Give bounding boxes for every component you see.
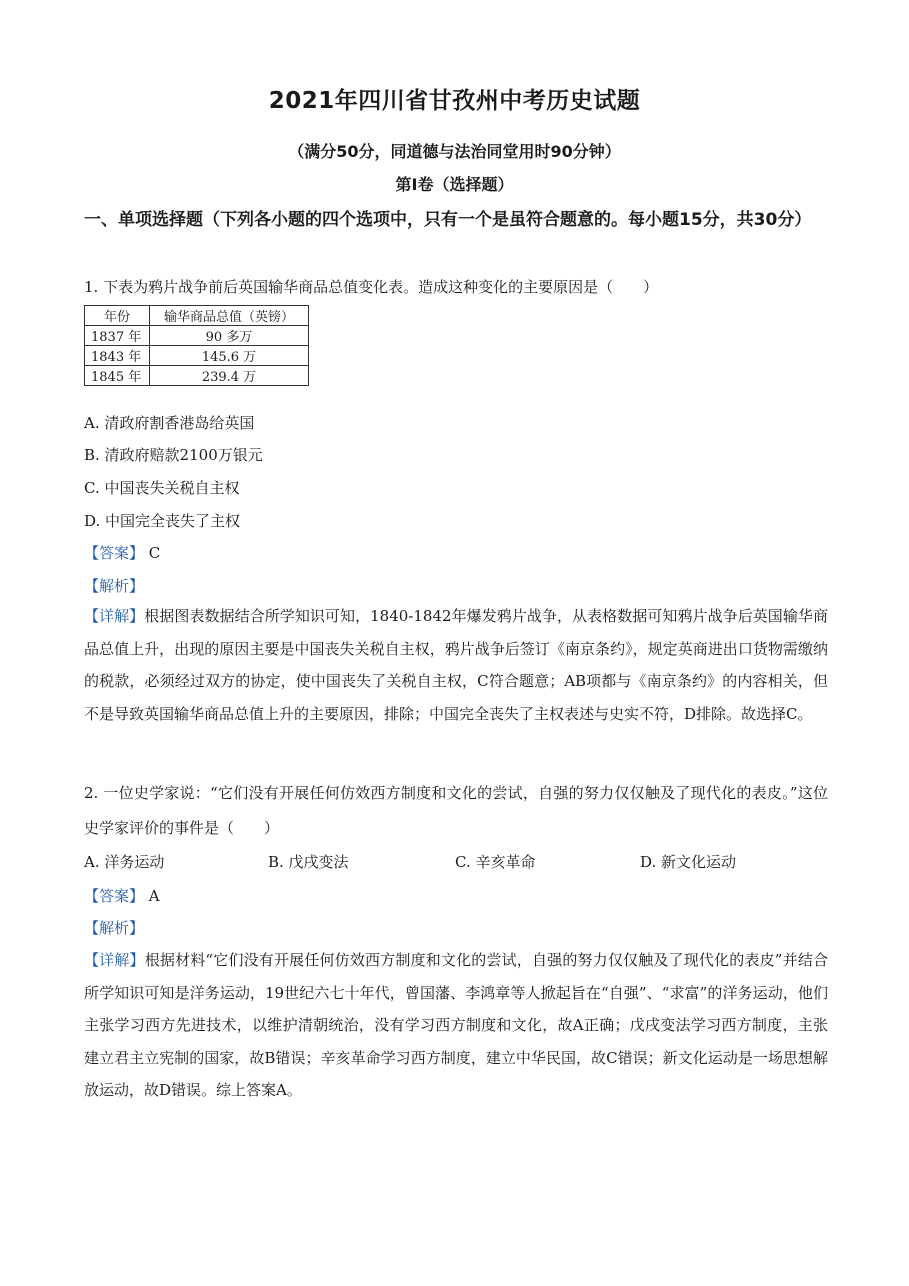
answer-tag: 【答案】 bbox=[84, 544, 145, 562]
q2-analysis-tag bbox=[84, 917, 144, 938]
volume-heading: 第I卷（选择题） bbox=[395, 175, 514, 194]
table-row bbox=[85, 346, 309, 366]
table-cell-value: 239.4 万 bbox=[150, 366, 309, 386]
table-header-row bbox=[85, 306, 309, 326]
table-cell-value: 90 多万 bbox=[150, 326, 309, 346]
trade-value-table bbox=[84, 305, 309, 386]
detail-tag: 【详解】 bbox=[84, 607, 145, 625]
q2-option-c: C. 辛亥革命 bbox=[455, 853, 536, 871]
analysis-tag: 【解析】 bbox=[84, 919, 145, 937]
q1-option-a: A. 清政府割香港岛给英国 bbox=[84, 414, 255, 432]
q1-detail bbox=[84, 600, 828, 730]
table-cell-year: 1845 年 bbox=[85, 366, 150, 386]
table-cell-value: 145.6 万 bbox=[150, 346, 309, 366]
detail-text: 根据材料“它们没有开展任何仿效西方制度和文化的尝试，自强的努力仅仅触及了现代化的表皮”并结合所学知识可知是洋务运动，19世纪六七十年代，曾国藩、李鸿章等人掀起旨在“自强”、“求富”的洋务运动，他们主张学习西方先进技术，以维护清朝统治，没有学习西方制度和文化，故A正确；戊戌变法学习西方制度，主张建立君主立宪制的国家，故B错误；辛亥革命学习西方制度，建立中华民国，故C错误；新文化运动是一场思想解放运动，故D错误。综上答案A。 bbox=[84, 951, 828, 1099]
q2-option-a: A. 洋务运动 bbox=[84, 853, 165, 871]
answer-tag: 【答案】 bbox=[84, 887, 145, 905]
q2-answer bbox=[84, 885, 160, 906]
table-header-value: 输华商品总值（英镑） bbox=[150, 306, 309, 326]
table-row bbox=[85, 326, 309, 346]
q1-option-d: D. 中国完全丧失了主权 bbox=[84, 512, 241, 530]
table-header-year: 年份 bbox=[85, 306, 150, 326]
table-cell-year: 1837 年 bbox=[85, 326, 150, 346]
q1-analysis-tag bbox=[84, 575, 144, 596]
table-row bbox=[85, 366, 309, 386]
question-2-stem: 2. 一位史学家说：“它们没有开展任何仿效西方制度和文化的尝试，自强的努力仅仅触及了现代化的表皮。”这位史学家评价的事件是（ ） bbox=[84, 784, 828, 837]
q1-option-c: C. 中国丧失关税自主权 bbox=[84, 479, 240, 497]
q2-option-d: D. 新文化运动 bbox=[640, 853, 737, 871]
detail-tag: 【详解】 bbox=[84, 951, 145, 969]
exam-subtitle: （满分50分，同道德与法治同堂用时90分钟） bbox=[288, 142, 621, 161]
q2-option-b: B. 戊戌变法 bbox=[268, 853, 349, 871]
page-title: 2021年四川省甘孜州中考历史试题 bbox=[268, 88, 641, 114]
analysis-tag: 【解析】 bbox=[84, 577, 145, 595]
detail-text: 根据图表数据结合所学知识可知，1840-1842年爆发鸦片战争，从表格数据可知鸦片战争后英国输华商品总值上升，出现的原因主要是中国丧失关税自主权，鸦片战争后签订《南京条约》，规定英商进出口货物需缴纳的税款，必须经过双方的协定，使中国丧失了关税自主权，C符合题意；AB项都与《南京条约》的内容相关，但不是导致英国输华商品总值上升的主要原因，排除；中国完全丧失了主权表述与史实不符，D排除。故选择C。 bbox=[84, 607, 828, 723]
q1-answer bbox=[84, 542, 160, 563]
answer-value: C bbox=[148, 544, 161, 562]
answer-value: A bbox=[148, 887, 160, 905]
q2-detail bbox=[84, 944, 828, 1107]
section-heading: 一、单项选择题（下列各小题的四个选项中，只有一个是虽符合题意的。每小题15分，共30分） bbox=[84, 210, 812, 230]
table-cell-year: 1843 年 bbox=[85, 346, 150, 366]
q1-option-b: B. 清政府赔款2100万银元 bbox=[84, 446, 263, 464]
question-1-stem: 1. 下表为鸦片战争前后英国输华商品总值变化表。造成这种变化的主要原因是（ ） bbox=[84, 278, 659, 296]
